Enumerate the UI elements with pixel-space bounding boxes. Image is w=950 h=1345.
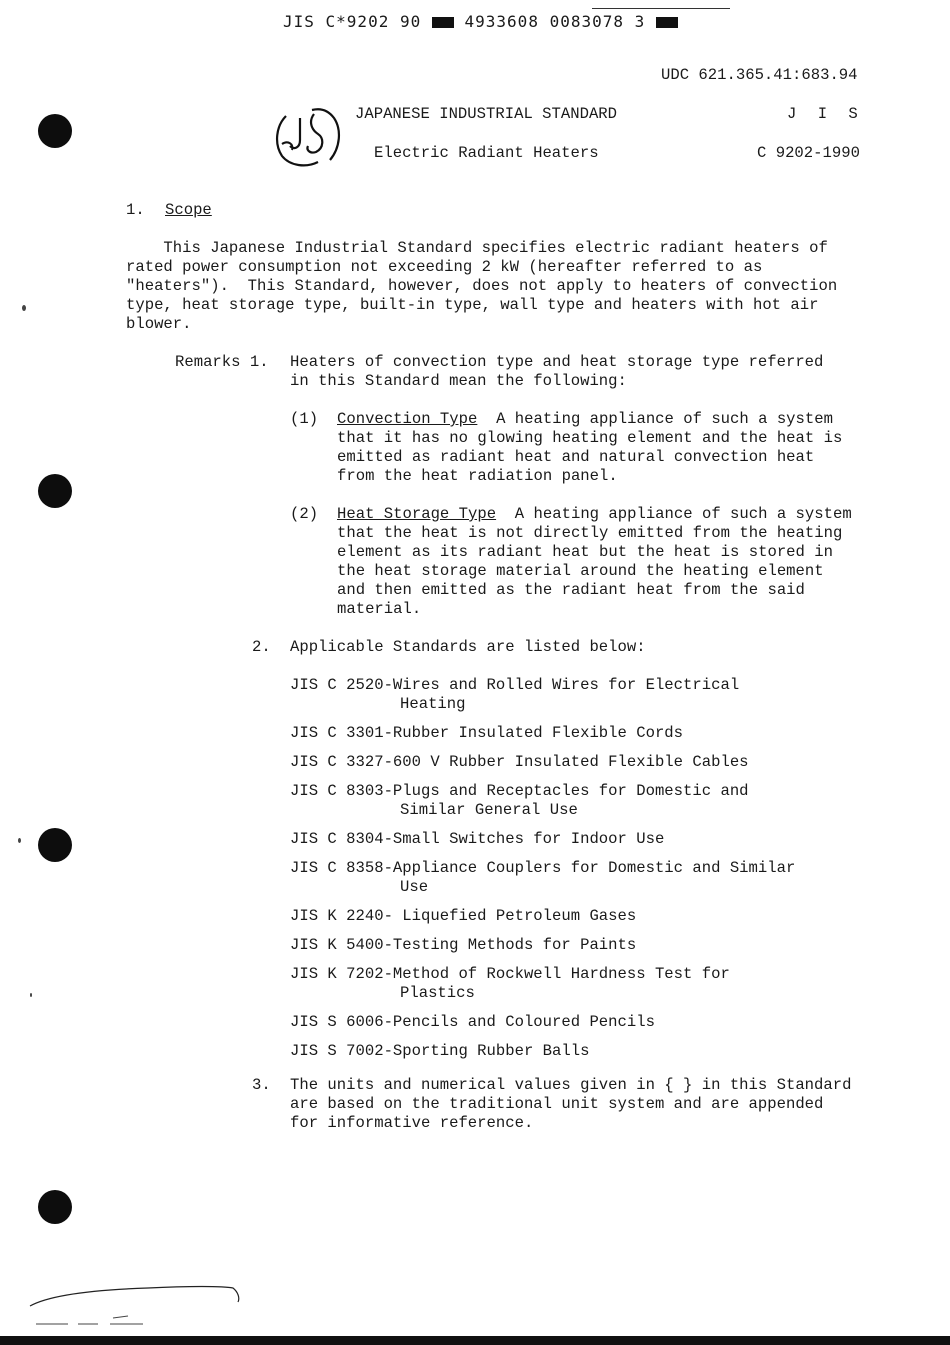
punch-hole	[38, 474, 72, 508]
standard-line: Similar General Use	[400, 801, 578, 819]
definition-line: element as its radiant heat but the heat is stored in	[337, 543, 833, 561]
jis-logo-icon	[272, 104, 344, 172]
standard-name: JAPANESE INDUSTRIAL STANDARD	[355, 105, 618, 123]
applicable-standards-list	[290, 676, 850, 1071]
section-title: Scope	[165, 201, 212, 219]
remark-3-text	[290, 1076, 870, 1133]
scope-paragraph	[126, 239, 871, 334]
standard-line: JIS K 7202-Method of Rockwell Hardness Test for	[290, 965, 730, 983]
list-item	[290, 830, 850, 849]
term-heat-storage-type: Heat Storage Type	[337, 505, 497, 523]
sub-item-number: (2)	[290, 505, 319, 523]
list-item	[290, 936, 850, 955]
document-code-line	[283, 12, 678, 31]
list-item	[290, 965, 850, 1003]
standard-line: Plastics	[400, 984, 475, 1002]
scan-bottom-edge	[0, 1336, 950, 1345]
header-rule	[592, 8, 730, 9]
remark-line: Heaters of convection type and heat storage type referred	[290, 353, 824, 371]
standard-line: JIS C 2520-Wires and Rolled Wires for Electrical	[290, 676, 740, 694]
term-convection-type: Convection Type	[337, 410, 478, 428]
punch-hole	[38, 828, 72, 862]
definition-line: material.	[337, 600, 422, 618]
scan-speck	[22, 305, 26, 311]
udc-number: UDC 621.365.41:683.94	[661, 66, 858, 84]
sub-item-number: (1)	[290, 410, 319, 428]
standard-line: JIS S 6006-Pencils and Coloured Pencils	[290, 1013, 655, 1031]
list-item	[290, 724, 850, 743]
list-item	[290, 1013, 850, 1032]
standard-line: JIS C 3327-600 V Rubber Insulated Flexible Cables	[290, 753, 749, 771]
definition-line: and then emitted as the radiant heat from the said	[337, 581, 805, 599]
standard-number: C 9202-1990	[757, 144, 860, 162]
pen-mark-decoration	[28, 1280, 248, 1330]
definition-line: A heating appliance of such a system	[496, 505, 852, 523]
punch-hole	[38, 114, 72, 148]
redaction-block-1	[432, 17, 454, 28]
standard-line: Heating	[400, 695, 466, 713]
heat-storage-type-definition	[337, 505, 877, 619]
paragraph-line: This Japanese Industrial Standard specifies electric radiant heaters of	[126, 239, 828, 257]
remarks-label: Remarks 1.	[175, 353, 269, 371]
remark-line: The units and numerical values given in { } in this Standard	[290, 1076, 852, 1094]
definition-line: emitted as radiant heat and natural convection heat	[337, 448, 815, 466]
list-item	[290, 907, 850, 926]
remark-1-text	[290, 353, 870, 391]
paragraph-line: "heaters"). This Standard, however, does not apply to heaters of convection	[126, 277, 838, 295]
remark-number: 2.	[252, 638, 271, 656]
standard-line: JIS C 8304-Small Switches for Indoor Use	[290, 830, 665, 848]
standard-line: JIS S 7002-Sporting Rubber Balls	[290, 1042, 590, 1060]
remark-2-text: Applicable Standards are listed below:	[290, 638, 646, 656]
list-item	[290, 676, 850, 714]
remark-number: 3.	[252, 1076, 271, 1094]
standard-line: JIS K 2240- Liquefied Petroleum Gases	[290, 907, 637, 925]
remark-line: are based on the traditional unit system and are appended	[290, 1095, 824, 1113]
definition-line: that it has no glowing heating element and the heat is	[337, 429, 843, 447]
standard-line: Use	[400, 878, 429, 896]
document-code-number-2: 0083078 3	[549, 12, 646, 31]
jis-label: J I S	[787, 105, 864, 123]
redaction-block-2	[656, 17, 678, 28]
list-item	[290, 1042, 850, 1061]
scan-speck	[18, 838, 21, 843]
document-code-number-1: 4933608	[464, 12, 539, 31]
standard-line: JIS C 3301-Rubber Insulated Flexible Cords	[290, 724, 684, 742]
definition-first-line	[337, 410, 877, 429]
list-item	[290, 782, 850, 820]
section-number: 1.	[126, 201, 145, 219]
standard-line: JIS C 8303-Plugs and Receptacles for Domestic and	[290, 782, 749, 800]
paragraph-line: type, heat storage type, built-in type, wall type and heaters with hot air	[126, 296, 819, 314]
paragraph-line: rated power consumption not exceeding 2 kW (hereafter referred to as	[126, 258, 763, 276]
standard-line: JIS C 8358-Appliance Couplers for Domestic and Similar	[290, 859, 796, 877]
definition-line: from the heat radiation panel.	[337, 467, 618, 485]
definition-first-line	[337, 505, 877, 524]
document-title: Electric Radiant Heaters	[374, 144, 599, 162]
remark-line: for informative reference.	[290, 1114, 534, 1132]
list-item	[290, 753, 850, 772]
definition-line: the heat storage material around the heating element	[337, 562, 824, 580]
document-code: JIS C*9202 90	[283, 12, 422, 31]
punch-hole	[38, 1190, 72, 1224]
definition-line: that the heat is not directly emitted from the heating	[337, 524, 843, 542]
scan-speck	[30, 993, 32, 997]
list-item	[290, 859, 850, 897]
convection-type-definition	[337, 410, 877, 486]
definition-line: A heating appliance of such a system	[477, 410, 833, 428]
paragraph-line: blower.	[126, 315, 192, 333]
remark-line: in this Standard mean the following:	[290, 372, 627, 390]
standard-line: JIS K 5400-Testing Methods for Paints	[290, 936, 637, 954]
